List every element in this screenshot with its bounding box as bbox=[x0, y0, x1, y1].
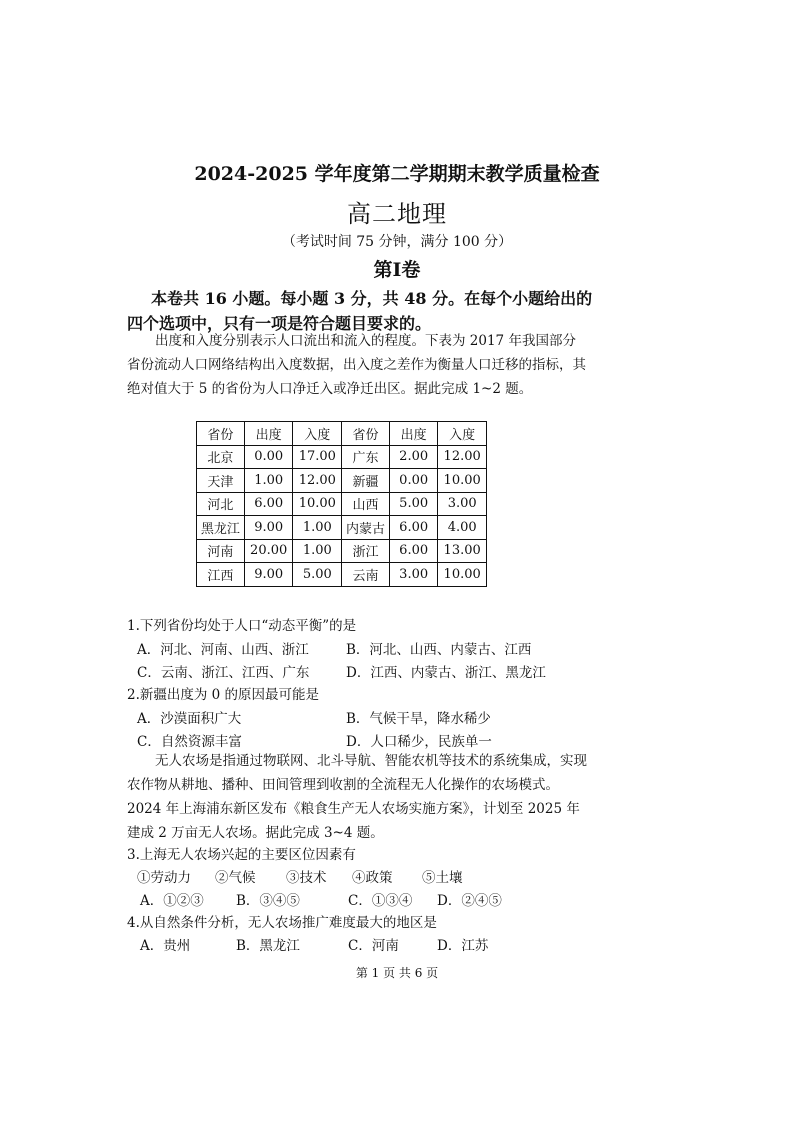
question-4-option-a: A．贵州 bbox=[140, 938, 191, 954]
table-cell: 9.00 bbox=[244, 516, 293, 540]
table-cell: 2.00 bbox=[389, 445, 437, 469]
table-cell: 1.00 bbox=[293, 516, 342, 540]
question-2-stem: 2.新疆出度为 0 的原因最可能是 bbox=[127, 687, 320, 703]
table-row bbox=[197, 563, 487, 587]
table-cell: 6.00 bbox=[389, 539, 437, 563]
question-3-stem: 3.上海无人农场兴起的主要区位因素有 bbox=[127, 847, 356, 863]
question-3-option-a: A．①②③ bbox=[140, 893, 204, 909]
question-3-option-c: C．①③④ bbox=[348, 893, 413, 909]
question-2-option-a: A．沙漠面积广大 bbox=[137, 711, 242, 727]
question-1-stem: 1.下列省份均处于人口“动态平衡”的是 bbox=[127, 618, 357, 634]
question-1-option-b: B．河北、山西、内蒙古、江西 bbox=[346, 642, 532, 658]
question-4-option-c: C．河南 bbox=[348, 938, 399, 954]
question-2-option-b: B．气候干旱，降水稀少 bbox=[346, 711, 491, 727]
table-cell: 10.00 bbox=[293, 492, 342, 516]
table-cell: 3.00 bbox=[438, 492, 487, 516]
table-cell: 10.00 bbox=[438, 563, 487, 587]
table-header-cell: 入度 bbox=[438, 422, 487, 446]
exam-title: 2024-2025 学年度第二学期期末教学质量检查 bbox=[194, 163, 600, 185]
question-4-option-d: D．江苏 bbox=[437, 938, 489, 954]
table-cell: 4.00 bbox=[438, 516, 487, 540]
table-cell: 10.00 bbox=[438, 469, 487, 493]
volume-title: 第Ⅰ卷 bbox=[373, 259, 421, 281]
table-cell: 5.00 bbox=[293, 563, 342, 587]
table-header-cell: 出度 bbox=[244, 422, 293, 446]
subject-title: 高二地理 bbox=[347, 200, 447, 228]
table-cell: 广东 bbox=[342, 445, 390, 469]
table-row bbox=[197, 492, 487, 516]
table-cell: 6.00 bbox=[244, 492, 293, 516]
question-3-factor-2: ②气候 bbox=[215, 870, 256, 886]
table-cell: 1.00 bbox=[244, 469, 293, 493]
table-cell: 12.00 bbox=[438, 445, 487, 469]
table-cell: 3.00 bbox=[389, 563, 437, 587]
table-row bbox=[197, 469, 487, 493]
table-cell: 1.00 bbox=[293, 539, 342, 563]
intro-questions-3-4: 无人农场是指通过物联网、北斗导航、智能农机等技术的系统集成，实现农作物从耕地、播种、田间管理到收割的全流程无人化操作的农场模式。2024 年上海浦东新区发布《粮食生产无人农场实施方案》，计划至 2025 年建成 2 万亩无人农场。据此完成 3~4 题。 bbox=[127, 753, 587, 841]
instructions: 本卷共 16 小题。每小题 3 分，共 48 分。在每个小题给出的四个选项中，只有一项是符合题目要求的。 bbox=[127, 289, 593, 333]
table-row bbox=[197, 516, 487, 540]
table-cell: 5.00 bbox=[389, 492, 437, 516]
question-4-option-b: B．黑龙江 bbox=[236, 938, 300, 954]
question-3-factor-1: ①劳动力 bbox=[137, 870, 191, 886]
page-footer: 第 1 页 共 6 页 bbox=[355, 966, 439, 980]
question-1-option-d: D．江西、内蒙古、浙江、黑龙江 bbox=[346, 665, 546, 681]
table-cell: 河北 bbox=[197, 492, 245, 516]
table-cell: 9.00 bbox=[244, 563, 293, 587]
question-3-factor-4: ④政策 bbox=[352, 870, 393, 886]
table-row bbox=[197, 539, 487, 563]
table-cell: 12.00 bbox=[293, 469, 342, 493]
question-1-option-c: C．云南、浙江、江西、广东 bbox=[137, 665, 310, 681]
table-cell: 新疆 bbox=[342, 469, 390, 493]
table-cell: 天津 bbox=[197, 469, 245, 493]
question-2-option-c: C．自然资源丰富 bbox=[137, 734, 242, 750]
table-cell: 0.00 bbox=[244, 445, 293, 469]
table-header-cell: 省份 bbox=[197, 422, 245, 446]
table-cell: 浙江 bbox=[342, 539, 390, 563]
population-table bbox=[196, 421, 487, 587]
question-3-factor-5: ⑤土壤 bbox=[422, 870, 463, 886]
table-cell: 北京 bbox=[197, 445, 245, 469]
table-cell: 17.00 bbox=[293, 445, 342, 469]
table-cell: 黑龙江 bbox=[197, 516, 245, 540]
question-2-option-d: D．人口稀少，民族单一 bbox=[346, 734, 492, 750]
table-cell: 河南 bbox=[197, 539, 245, 563]
table-cell: 6.00 bbox=[389, 516, 437, 540]
table-cell: 0.00 bbox=[389, 469, 437, 493]
table-cell: 山西 bbox=[342, 492, 390, 516]
table-header-cell: 入度 bbox=[293, 422, 342, 446]
table-cell: 13.00 bbox=[438, 539, 487, 563]
exam-info: （考试时间 75 分钟，满分 100 分） bbox=[281, 234, 513, 250]
table-header-cell: 省份 bbox=[342, 422, 390, 446]
question-3-factor-3: ③技术 bbox=[286, 870, 327, 886]
table-row bbox=[197, 445, 487, 469]
table-cell: 内蒙古 bbox=[342, 516, 390, 540]
table-cell: 江西 bbox=[197, 563, 245, 587]
table-header-row bbox=[197, 422, 487, 446]
question-4-stem: 4.从自然条件分析，无人农场推广难度最大的地区是 bbox=[127, 915, 437, 931]
table-header-cell: 出度 bbox=[389, 422, 437, 446]
table-cell: 云南 bbox=[342, 563, 390, 587]
question-3-option-d: D．②④⑤ bbox=[437, 893, 502, 909]
question-3-option-b: B．③④⑤ bbox=[236, 893, 300, 909]
table-cell: 20.00 bbox=[244, 539, 293, 563]
question-1-option-a: A．河北、河南、山西、浙江 bbox=[137, 642, 309, 658]
intro-questions-1-2: 出度和入度分别表示人口流出和流入的程度。下表为 2017 年我国部分省份流动人口网络结构出入度数据，出入度之差作为衡量人口迁移的指标，其绝对值大于 5 的省份为人口净迁入或净迁出区。据此完成 1~2 题。 bbox=[127, 333, 586, 397]
